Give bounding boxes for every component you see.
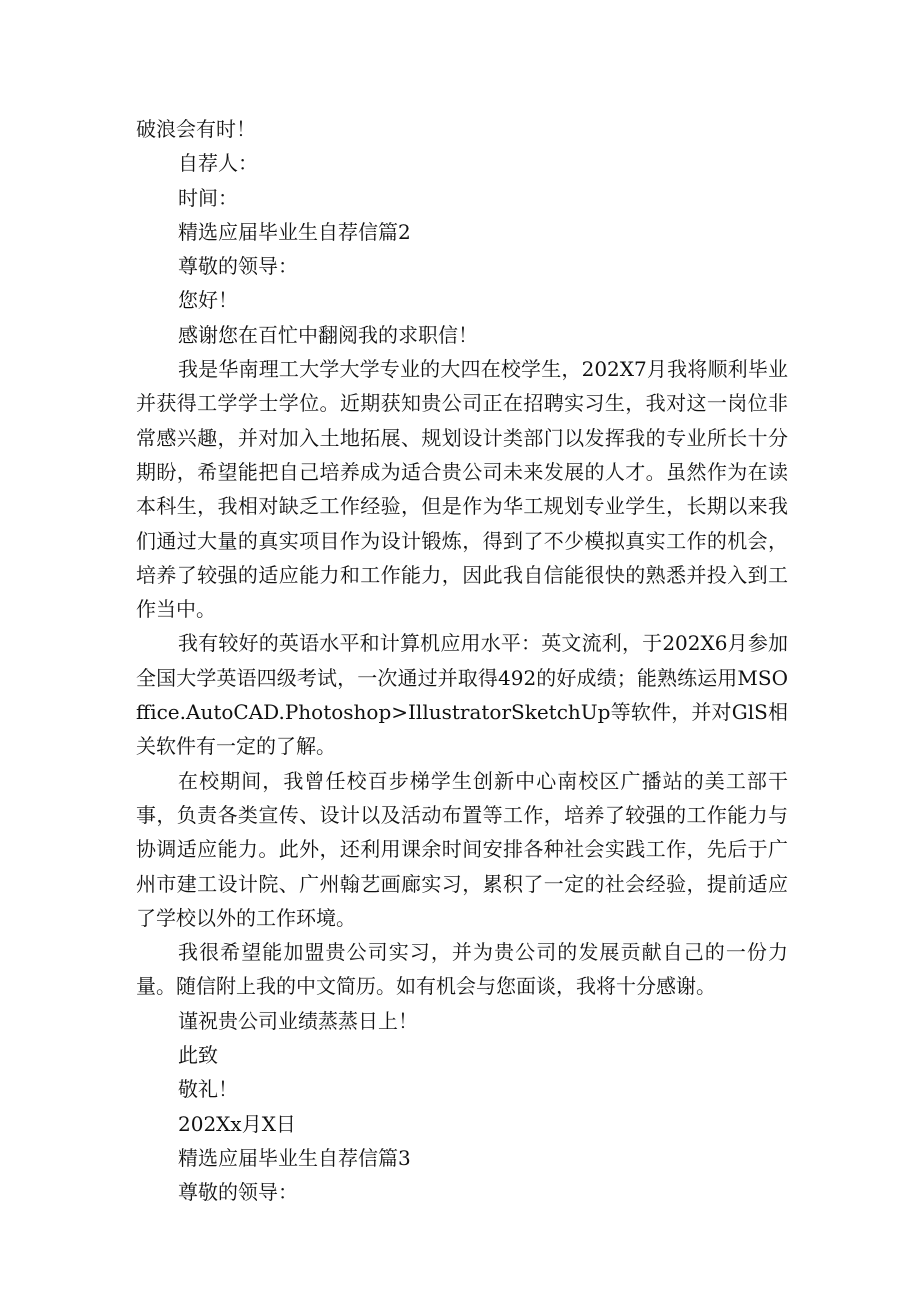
- section-heading-letter-2: 精选应届毕业生自荐信篇2: [178, 219, 411, 244]
- paragraph-greeting: 您好！: [178, 288, 238, 313]
- paragraph-closing-line: 破浪会有时！: [136, 117, 256, 141]
- paragraph-jingli: 敬礼！: [178, 1077, 238, 1102]
- paragraph-skills: 我有较好的英语水平和计算机应用水平：英文流利，于202X6月参加全国大学英语四级考试，一次通过并取得492的好成绩；能熟练运用MSOffice.AutoCAD.Photoshop>IllustratorSketchUp等软件，并对GlS相关软件有一定的了解。: [136, 631, 788, 759]
- paragraph-wishes: 谨祝贵公司业绩蒸蒸日上！: [178, 1008, 418, 1033]
- section-heading-letter-3: 精选应届毕业生自荐信篇3: [178, 1145, 411, 1170]
- paragraph-signer-label: 自荐人：: [178, 151, 258, 176]
- paragraph-salutation-2: 尊敬的领导：: [178, 1180, 298, 1205]
- paragraph-experience: 在校期间，我曾任校百步梯学生创新中心南校区广播站的美工部干事，负责各类宣传、设计以及活动布置等工作，培养了较强的工作能力与协调适应能力。此外，还利用课余时间安排各种社会实践工作，先后于广州市建工设计院、广州翰艺画廊实习，累积了一定的社会经验，提前适应了学校以外的工作环境。: [136, 768, 788, 930]
- paragraph-time-label: 时间：: [178, 185, 238, 210]
- paragraph-salutation: 尊敬的领导：: [178, 254, 298, 279]
- paragraph-date: 202Xx月X日: [178, 1111, 296, 1136]
- document-body: [136, 112, 788, 1210]
- paragraph-thanks: 感谢您在百忙中翻阅我的求职信！: [178, 322, 478, 347]
- paragraph-cizhi: 此致: [178, 1043, 218, 1068]
- paragraph-introduction: 我是华南理工大学大学专业的大四在校学生，202X7月我将顺利毕业并获得工学学士学位。近期获知贵公司正在招聘实习生，我对这一岗位非常感兴趣，并对加入土地拓展、规划设计类部门以发挥我的专业所长十分期盼，希望能把自己培养成为适合贵公司未来发展的人才。虽然作为在读本科生，我相对缺乏工作经验，但是作为华工规划专业学生，长期以来我们通过大量的真实项目作为设计锻炼，得到了不少模拟真实工作的机会，培养了较强的适应能力和工作能力，因此我自信能很快的熟悉并投入到工作当中。: [136, 357, 788, 622]
- paragraph-request: 我很希望能加盟贵公司实习，并为贵公司的发展贡献自己的一份力量。随信附上我的中文简历。如有机会与您面谈，我将十分感谢。: [136, 940, 788, 999]
